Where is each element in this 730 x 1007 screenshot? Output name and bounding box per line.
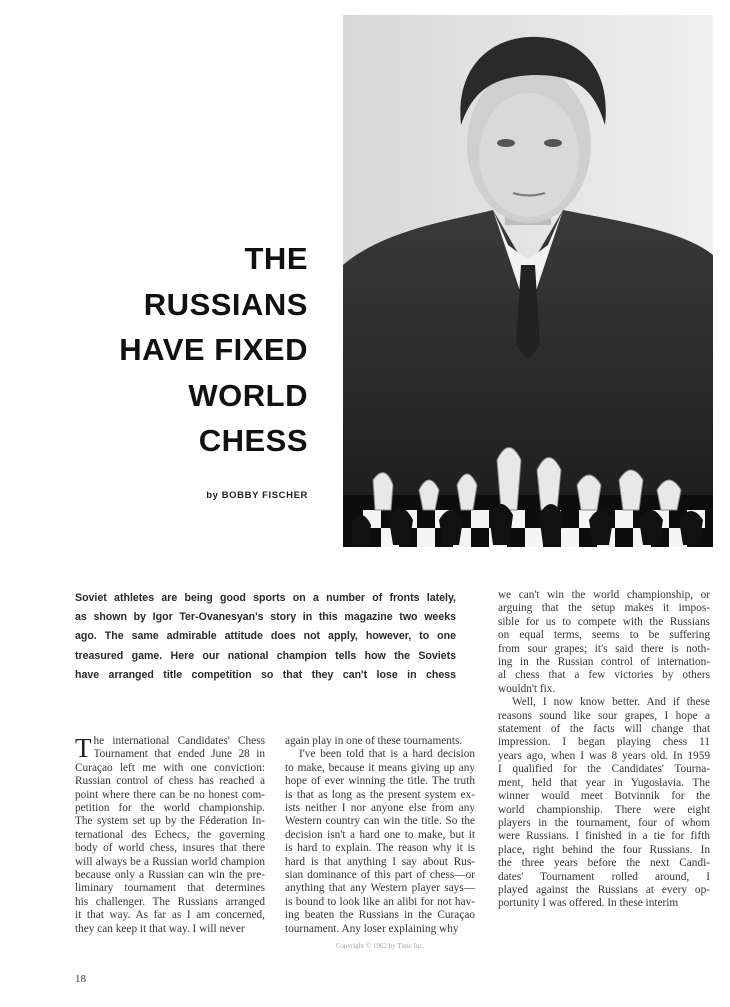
text-line: ists neither I nor anyone else from any: [285, 802, 475, 815]
title-line: CHESS: [198, 423, 308, 458]
text-line: the three years before the next Candi-: [498, 857, 710, 870]
text-line: world championship. There were eight: [498, 803, 710, 816]
text-line: hope of ever winning the title. The truth: [285, 775, 475, 788]
drop-cap: T: [75, 733, 92, 763]
text-line: liminary tournament that determines: [75, 882, 265, 895]
text-line: Western country can win the title. So the: [285, 815, 475, 828]
title-line: WORLD: [188, 377, 308, 413]
text-line: years ago, when I was 8 years old. In 1959: [498, 749, 710, 762]
text-line: Curaçao left me with one conviction:: [75, 761, 265, 774]
text-line: The system set up by the Féderation In-: [75, 815, 265, 828]
text-line: he international Candidates' Chess: [93, 735, 265, 747]
paragraph: [498, 589, 710, 696]
text-line: dates' Tournament rolled around, I: [498, 870, 710, 883]
intro-line: have arranged title competition so that they can't lose in chess: [75, 668, 456, 681]
body-column-3: [498, 589, 710, 911]
text-line: on equal terms, seems to be suffering: [498, 629, 710, 642]
text-line: were Russians. I finished in a tie for fifth: [498, 830, 710, 843]
text-line: place, right behind the four Russians. In: [498, 843, 710, 856]
text-line: anything that any Western player says—: [285, 882, 475, 895]
text-line: ing beaten the Russians in the Curaçao: [285, 909, 475, 922]
text-line: impression. I began playing chess 11: [498, 736, 710, 749]
text-line: body of world chess, insures that there: [75, 842, 265, 855]
text-line: it that way. As far as I am concerned,: [75, 909, 265, 922]
text-line: played against the Russians at every op-: [498, 883, 710, 896]
text-line: I qualified for the Candidates' Tourna-: [498, 763, 710, 776]
paragraph: [285, 735, 475, 748]
intro-deck: [75, 589, 456, 685]
text-line: is bound to look like an alibi for not hav-: [285, 895, 475, 908]
text-line: is that as long as the present system ex-: [285, 788, 475, 801]
text-line: wouldn't fix.: [498, 682, 556, 695]
paragraph: [75, 735, 265, 936]
body-column-1: [75, 735, 265, 936]
text-line: ment, held that year in Yugoslavia. The: [498, 776, 710, 789]
text-line: because only a Russian can win the pre-: [75, 869, 265, 882]
copyright-notice: Copyright © 1962 by Time Inc.: [335, 942, 425, 950]
text-line: ing in the Russian control of internation-: [498, 656, 710, 669]
article-title: [119, 236, 308, 464]
portrait-photo: [343, 15, 713, 547]
intro-line: Soviet athletes are being good sports on a number of fronts lately,: [75, 592, 456, 604]
text-line: tournament. Any loser explaining why: [285, 922, 459, 935]
text-line: Well, I now know better. And if these: [512, 696, 710, 709]
text-line: winner would meet Botvinnik for the: [498, 790, 710, 803]
body-column-2: [285, 735, 475, 936]
text-line: al chess that a few victories by others: [498, 669, 710, 682]
text-line: again play in one of these tournaments.: [285, 735, 463, 747]
paragraph: [285, 748, 475, 936]
title-line: RUSSIANS: [143, 286, 308, 322]
text-line: will always be a Russian world champion: [75, 855, 265, 868]
text-line: petition for the world championship.: [75, 802, 265, 815]
text-line: Russian control of chess has reached a: [75, 775, 265, 788]
byline: by BOBBY FISCHER: [206, 490, 308, 501]
text-line: they can keep it that way. I will never: [75, 922, 245, 935]
paragraph: [498, 696, 710, 911]
text-line: from sour grapes; it's said there is noth-: [498, 642, 710, 655]
text-line: sian dominance of this part of chess—or: [285, 869, 475, 882]
text-line: point where there can be no honest com-: [75, 788, 265, 801]
text-line: to make, because it means giving up any: [285, 761, 475, 774]
intro-line: treasured game. Here our national champion tells how the Soviets: [75, 649, 456, 662]
text-line: his challenger. The Russians arranged: [75, 895, 265, 908]
text-line: portunity I was offered. In these interim: [498, 897, 679, 910]
title-line: HAVE FIXED: [119, 332, 308, 367]
text-line: players in the tournament, four of whom: [498, 816, 710, 829]
text-line: arguing that the setup makes it impos-: [498, 602, 710, 615]
text-line: I've been told that is a hard decision: [299, 748, 475, 761]
intro-line: ago. The same admirable attitude does not apply, however, to one: [75, 630, 456, 643]
text-line: statement of the facts will change that: [498, 723, 710, 736]
text-line: decision isn't a hard one to make, but it: [285, 828, 475, 841]
text-line: ternational des Echecs, the governing: [75, 828, 265, 841]
page-number: 18: [75, 973, 86, 985]
intro-line: as shown by Igor Ter-Ovanesyan's story in this magazine two weeks: [75, 611, 456, 624]
text-line: hard is that anything I say about Rus-: [285, 855, 475, 868]
text-line: is hard to explain. The reason why it is: [285, 842, 475, 855]
text-line: we can't win the world championship, or: [498, 589, 710, 601]
text-line: sible for us to compete with the Russians: [498, 615, 710, 628]
text-line: Tournament that ended June 28 in: [93, 748, 265, 761]
title-line: THE: [244, 241, 308, 276]
text-line: reasons sound like sour grapes, I hope a: [498, 709, 710, 722]
